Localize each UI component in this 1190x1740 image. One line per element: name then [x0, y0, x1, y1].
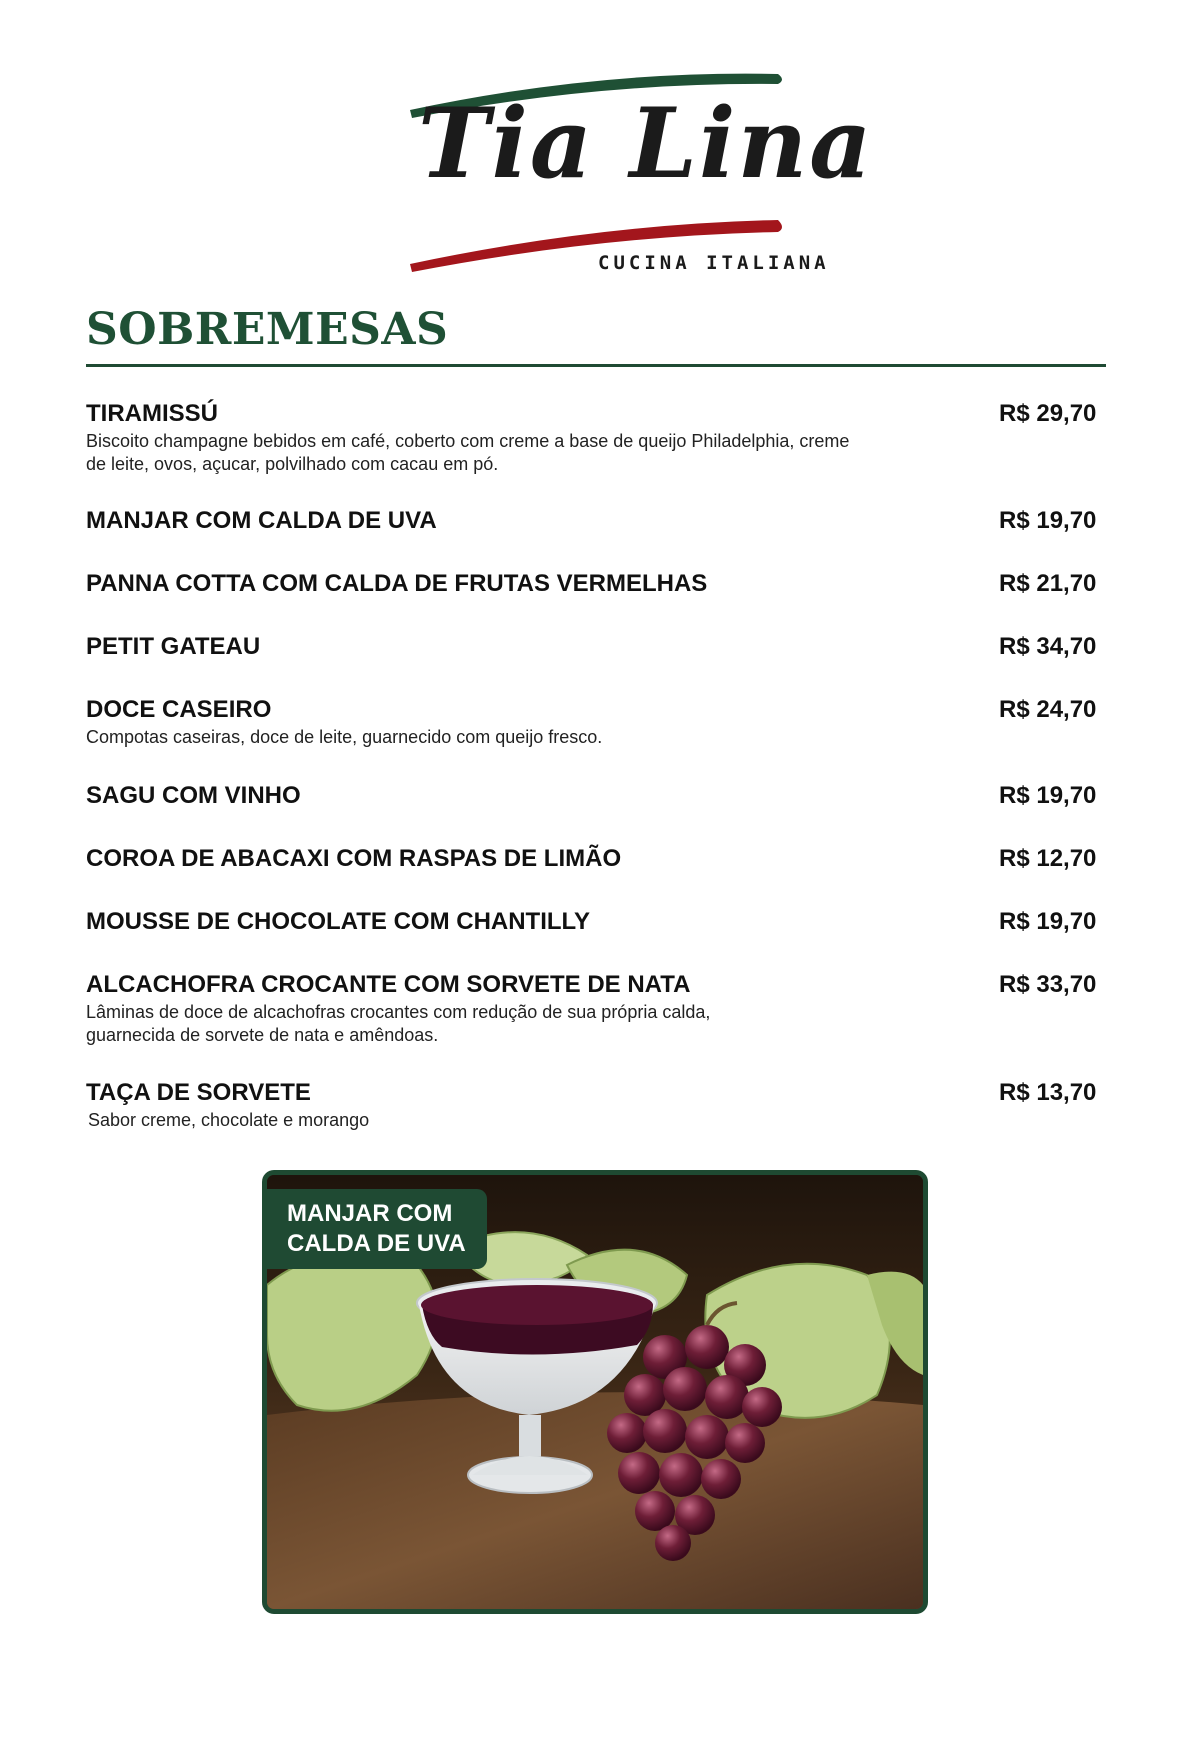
item-price: R$ 21,70	[999, 570, 1097, 597]
item-description: Sabor creme, chocolate e morango	[88, 1110, 370, 1130]
brand-name: Tia Lina	[418, 87, 874, 200]
item-price: R$ 34,70	[999, 633, 1097, 660]
item-name: PANNA COTTA COM CALDA DE FRUTAS VERMELHAS	[86, 570, 708, 597]
item-price: R$ 12,70	[999, 845, 1097, 872]
item-description: Lâminas de doce de alcachofras crocantes com redução de sua própria calda, guarnecida de sorvete de nata e amêndoas.	[86, 1002, 711, 1045]
item-name: COROA DE ABACAXI COM RASPAS DE LIMÃO	[86, 845, 622, 872]
brand-logo	[398, 58, 874, 288]
item-description: Compotas caseiras, doce de leite, guarnecido com queijo fresco.	[86, 727, 603, 747]
item-price: R$ 19,70	[999, 908, 1097, 935]
item-price: R$ 19,70	[999, 782, 1097, 809]
item-price: R$ 13,70	[999, 1079, 1097, 1106]
item-name: TIRAMISSÚ	[86, 400, 218, 427]
section-title: SOBREMESAS	[86, 304, 449, 355]
feature-photo-card	[262, 1170, 928, 1614]
item-price: R$ 24,70	[999, 696, 1097, 723]
item-name: MOUSSE DE CHOCOLATE COM CHANTILLY	[86, 908, 591, 935]
brand-subtitle: CUCINA ITALIANA	[598, 252, 830, 274]
item-name: PETIT GATEAU	[86, 633, 261, 660]
item-name: SAGU COM VINHO	[86, 782, 301, 809]
item-name: TAÇA DE SORVETE	[86, 1079, 311, 1106]
item-name: DOCE CASEIRO	[86, 696, 272, 723]
item-price: R$ 33,70	[999, 971, 1097, 998]
item-name: MANJAR COM CALDA DE UVA	[86, 507, 437, 534]
item-description: Biscoito champagne bebidos em café, coberto com creme a base de queijo Philadelphia, creme de leite, ovos, açucar, polvilhado com cacau em pó.	[86, 431, 850, 474]
item-price: R$ 29,70	[999, 400, 1097, 427]
item-name: ALCACHOFRA CROCANTE COM SORVETE DE NATA	[86, 971, 691, 998]
item-price: R$ 19,70	[999, 507, 1097, 534]
section-divider	[86, 364, 1106, 367]
feature-label: MANJAR COM CALDA DE UVA	[267, 1189, 487, 1269]
